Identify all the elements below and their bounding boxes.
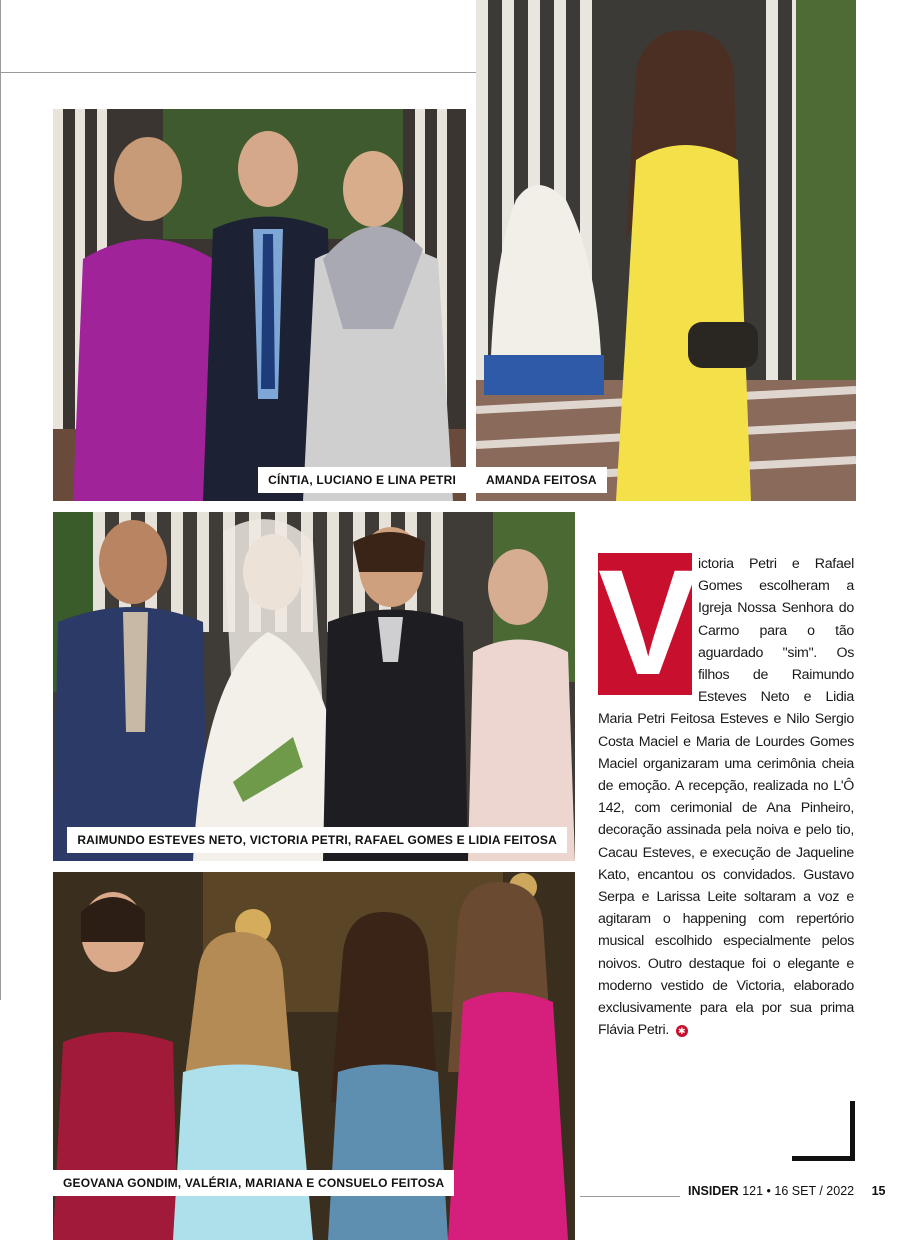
page-number: 15: [871, 1184, 886, 1198]
corner-bracket-horizontal: [792, 1156, 855, 1161]
photo-caption: GEOVANA GONDIM, VALÉRIA, MARIANA E CONSUELO FEITOSA: [53, 1170, 454, 1196]
footer-rule: [580, 1196, 680, 1197]
photo-four-women: [53, 872, 575, 1240]
footer-issue: 121: [742, 1184, 764, 1198]
photo-caption: AMANDA FEITOSA: [476, 467, 607, 493]
footer-magazine: INSIDER: [688, 1184, 739, 1198]
article-body: ictoria Petri e Rafael Gomes escolheram a Igreja Nossa Senhora do Carmo para o tão aguardado "sim". Os filhos de Raimundo Esteves Neto e Lidia Maria Petri Feitosa Esteves e Nilo Sergio Costa Maciel e Maria de Lourdes Gomes Maciel organizaram uma cerimônia cheia de emoção. A recepção, realizada no L'Ô 142, com cerimonial de Ana Pinheiro, decoração assinada pela noiva e pelo tio, Cacau Esteves, e execução de Jaqueline Kato, encantou os convidados. Gustavo Serpa e Larissa Leite soltaram a voz e agitaram o happening com repertório musical escolhido especialmente pelos noivos. Outro destaque foi o elegante e moderno vestido de Victoria, elaborado exclusivamente para ela por sua prima Flávia Petri.: [598, 556, 854, 1039]
photo-cintia-luciano-lina: [53, 109, 466, 501]
footer-separator: •: [766, 1184, 771, 1198]
top-rule: [0, 72, 476, 73]
end-mark-icon: ✱: [676, 1025, 688, 1037]
corner-bracket-vertical: [850, 1101, 855, 1161]
photo-amanda-feitosa: [476, 0, 856, 501]
footer-date: 16 SET / 2022: [774, 1184, 855, 1198]
article-text: [598, 538, 854, 1041]
drop-cap: [598, 538, 698, 706]
page-left-rule: [0, 0, 1, 1000]
photo-caption: CÍNTIA, LUCIANO E LINA PETRI: [258, 467, 466, 493]
drop-cap-letter: V: [598, 538, 698, 706]
page-footer: [688, 1184, 885, 1198]
photo-caption: RAIMUNDO ESTEVES NETO, VICTORIA PETRI, RAFAEL GOMES E LIDIA FEITOSA: [67, 827, 567, 853]
photo-wedding-party: [53, 512, 575, 861]
